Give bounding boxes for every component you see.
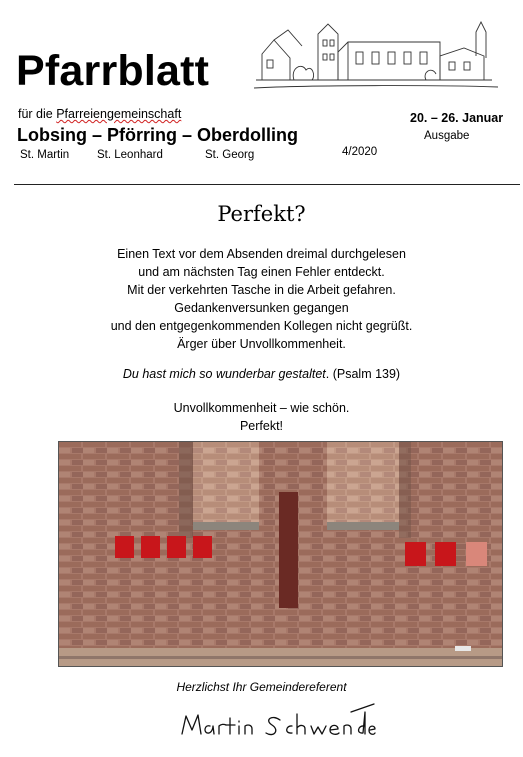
saint-georg: St. Georg [205,149,255,161]
issue-number: 4/2020 [342,146,378,158]
parish-names: Lobsing – Pförring – Oberdolling [17,125,299,145]
closing-greeting: Herzlichst Ihr Gemeindereferent [176,680,347,694]
closing-line: Unvollkommenheit – wie schön. [173,401,350,415]
wall-photo [58,441,503,667]
newsletter-subtitle [18,107,181,121]
edition-label: Ausgabe [424,130,470,142]
handwritten-signature [176,700,376,744]
article-line: und am nächsten Tag einen Fehler entdeckt. [138,265,385,279]
psalm-quote-text: Du hast mich so wunderbar gestaltet [122,367,326,381]
psalm-quote [0,367,523,381]
psalm-reference: . (Psalm 139) [325,367,401,381]
subtitle-prefix: für die [18,107,57,121]
article-line: Einen Text vor dem Absenden dreimal durchgelesen [117,247,406,261]
subtitle-marked-word: Pfarreiengemeinschaft [56,107,182,121]
article-heading: Perfekt? [217,202,306,226]
church-drawing [250,18,500,90]
closing-line: Perfekt! [239,419,284,433]
article-line: Mit der verkehrten Tasche in die Arbeit gefahren. [127,283,396,297]
article-body [0,245,523,353]
saint-martin: St. Martin [20,149,70,161]
issue-dates: 20. – 26. Januar [410,111,504,125]
saint-leonhard: St. Leonhard [97,149,163,161]
article-line: Ärger über Unvollkommenheit. [177,337,346,351]
header-divider [14,184,520,185]
article-line: und den entgegenkommenden Kollegen nicht gegrüßt. [110,319,413,333]
brick-wall-illustration [59,442,503,667]
article-line: Gedankenversunken gegangen [174,301,349,315]
newsletter-title: Pfarrblatt [16,47,210,95]
closing-lines [0,399,523,435]
